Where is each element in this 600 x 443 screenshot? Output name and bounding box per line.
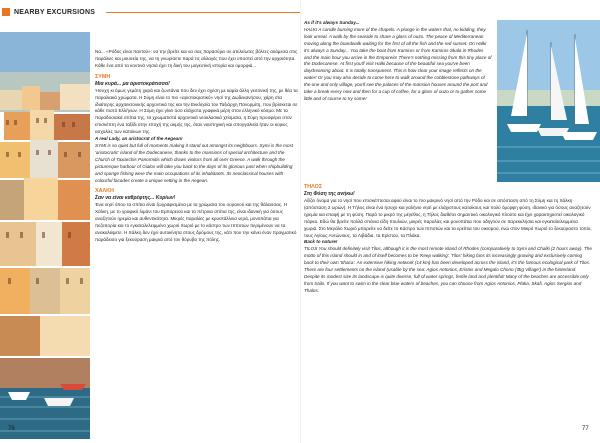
right-text-column-bottom: [304, 184, 592, 295]
symi-subheading: Μια κυρά... μα αριστοκράτισσα!: [95, 80, 170, 87]
header-rule: [106, 12, 300, 13]
tilos-heading: ΤΗΛΟΣ: [304, 184, 323, 190]
left-page-number: 76: [8, 426, 15, 432]
symi-heading: ΣΥΜΗ: [95, 73, 111, 80]
tilos-english-text: TILOS You should definitely visit Tilos, although it is the most remote island of Rhodes (comparatively to Symi and Chalki (2 hours away). The motto of this island should in and of itself becomes to be 'Keep walking'. Tilos' hiking fans its increasingly growing and exclusively coming back to their own 'Ithaca'. An extensive hiking network (14 km) has been developed across the island, it's the famous ecological park of Tilos. There are four settlements on the island (usable by the sea: Agios Antonios, Eristos and Megalo Chorio ('Big Village') in the hinterland. Despite its modest size its landscape is quite diverse, full of water springs, fertile land and plentiful! Many of the beaches are accessible only from trails. If you want to swim in the clear blue waters of beaches, you can choose from Agios Antonios, Plaka, Skafi, Agios Sergios and Thalos.: [304, 246, 592, 293]
symi-english-text: SYMI is so quiet but full of moments making it stand out amongst its neighbours. Symi is the most 'aristocratic' island of the Dodecanese, thanks to the mansions of special architecture and the Church of Taxiarchis Panormitis which draws visitors from all over Greece. A walk through the picturesque harbour of Gialos will take you back to the days of its glorious past when shipbuilding and sponge fishing were the main occupations of its inhabitants. Its neoclassical houses with colourful facades create a unique setting in the Aegean.: [95, 142, 294, 183]
halki-english-title: As if it's always Sunday...: [304, 20, 360, 25]
halki-subheading: Σαν να είναι καθρέφτης... Κυρίων!: [95, 195, 176, 202]
section-label: NEARBY EXCURSIONS: [14, 8, 96, 16]
halki-greek-text: Ένα νησί όπου τα σπίτια είναι ζωγραφισμένα με τα χρώματα του ουρανού και της θάλασσας. Η Χάλκη, με το γραφικό λιμάνι του Εμπορειού και τα πέτρινα σπίτια της, είναι ιδανική για όσους αναζητούν ηρεμία και αυθεντικότητα. Μικρές παραλίες με κρυστάλλινα νερά, μονοπάτια για πεζοπορία και το εγκαταλελειμμένο χωριό Χωριό με το κάστρο των Ιπποτών περιμένουν να τα ανακαλύψετε. Η Χάλκη δεν έχει αυτοκίνητα στους δρόμους της, κάτι που την κάνει έναν πραγματικό παράδεισο για ξεκούραση μακριά από τον θόρυβο της πόλης.: [95, 202, 297, 242]
harbour-photo: [0, 32, 90, 439]
right-text-column-top: [304, 20, 492, 103]
tilos-greek-text: Αξίζει όνομα για το νησί που επισκέπτεσαι αφού είναι το πιο μακρινό νησί από την Ρόδο και σε απόσταση από τη Σύμη και τη Χάλκη (απόσταση 2 ωρών). Η Τήλος είναι ένα ήσυχο και γαλήνιο νησί με ελάχιστους κατοίκους και πολύ όμορφη φύση, ιδανικό για όσους αναζητούν ηρεμία και επαφή με τη φύση. Παρά το μικρό της μέγεθος, η Τήλος διαθέτει σημαντικό οικολογικό πλούτο και έχει χαρακτηριστεί οικολογικό πάρκο. Εδώ θα βρείτε πολλά σπάνια είδη πουλιών, μικρές παραλίες και μονοπάτια που οδηγούν σε παρεκκλήσια και εγκαταλελειμμένα χωριά. Στο Μεγάλο Χωριό μπορείτε να δείτε το Κάστρο των Ιπποτών και τα ερείπια του οικισμού, ενώ στον Μικρό Χωριό το ξεκούραστο τοπίο, τους Αγίους Αντώνιους, τα Λιβάδια, τα Ερίστου, τα Πλάκα.: [304, 198, 592, 238]
symi-english-title: A real Lady, an aristocrat of the Aegean!: [95, 136, 183, 142]
symi-greek-text: Ήσυχη κι όμως γεμάτη χαρά και ζωντάνια που δεν έχει σχέση με καμία άλλη γειτονική της, με θέα τα παραλιακά χρώματα. Η Σύμη είναι το πιο «αριστοκρατικό» νησί της Δωδεκανήσου, χάρη στα ιδιαίτερης αρχιτεκτονικής αρχοντικά της και την Εκκλησία του Ταξιάρχη Πανορμίτη, που βρίσκεται σε κάθε πιστό Ελλήνων. Η Σύμη έχει γίνει όσο ελάχιστα γραφικά μέρη στον ελληνικό κόσμο. Με τα παραδοσιακά σπίτια της, τα χρωματιστά αρχοντικά νεοκλασικά χτίσματα, η Σύμη προσφέρει στον επισκέπτη ένα ταξίδι στην εποχή της ακμής της, όταν ναυπηγική και σπογγαλιεία ήταν οι κύριες ασχολίες των κατοίκων της.: [95, 87, 298, 135]
tilos-english-title: Back to nature!: [304, 239, 338, 245]
tilos-subheading: Στη Φύση της ανήκω!: [304, 191, 355, 197]
halki-heading: ΧΑΛΚΗ: [95, 188, 114, 195]
right-page-number: 77: [582, 426, 589, 432]
sailboat-photo: [497, 20, 600, 182]
intro-paragraph: Να... «Ρόδος είναι παντού»: να την βρείτε και να σας παρασύρει σε ατελείωτες βόλτες ανάμεσα στις παράλιες και μουσεία της, να τη γνωρίσετε παρά τις αλλαγές που έχει υποστεί από την αρχαιότητα. Κάθε ένα από τα κοντινά νησιά έχει τη δική του μαγευτική ιστορία και ομορφιά...: [95, 49, 298, 68]
halki-english-text: HALKI A candle burning more of the chapels. A plunge in the waters that, no kidding, they look unreal. A walk by the seaside to share a glass of ouzo. The peace of Mediterranean moving along the boardwalk waiting for the first of all the fish and the red sunset. On Halki it's always a Sunday... You take the boat from Kamiros or from Kamiros-Skala in Rhodes and the main hour you arrive in the Emporeio! There's nothing missing from this tiny place of the Dodecanese. At first you'll visit Halki because of the beautiful sea you've been daydreaming about. It is totally transparent. This is how clear your image reflects on the water! Or you may also decide to come here to walk around the cobblestone pathways of the one and only village, you'll see the palaces of the mansion houses around the port and take a break every now and then for a cup of coffee, for a glass of ouzo or to gather some little and of course to try some!: [304, 26, 492, 101]
section-color-swatch: [2, 8, 10, 16]
left-text-column: [95, 49, 298, 244]
section-header: [0, 6, 106, 18]
page-gutter: [300, 0, 301, 443]
